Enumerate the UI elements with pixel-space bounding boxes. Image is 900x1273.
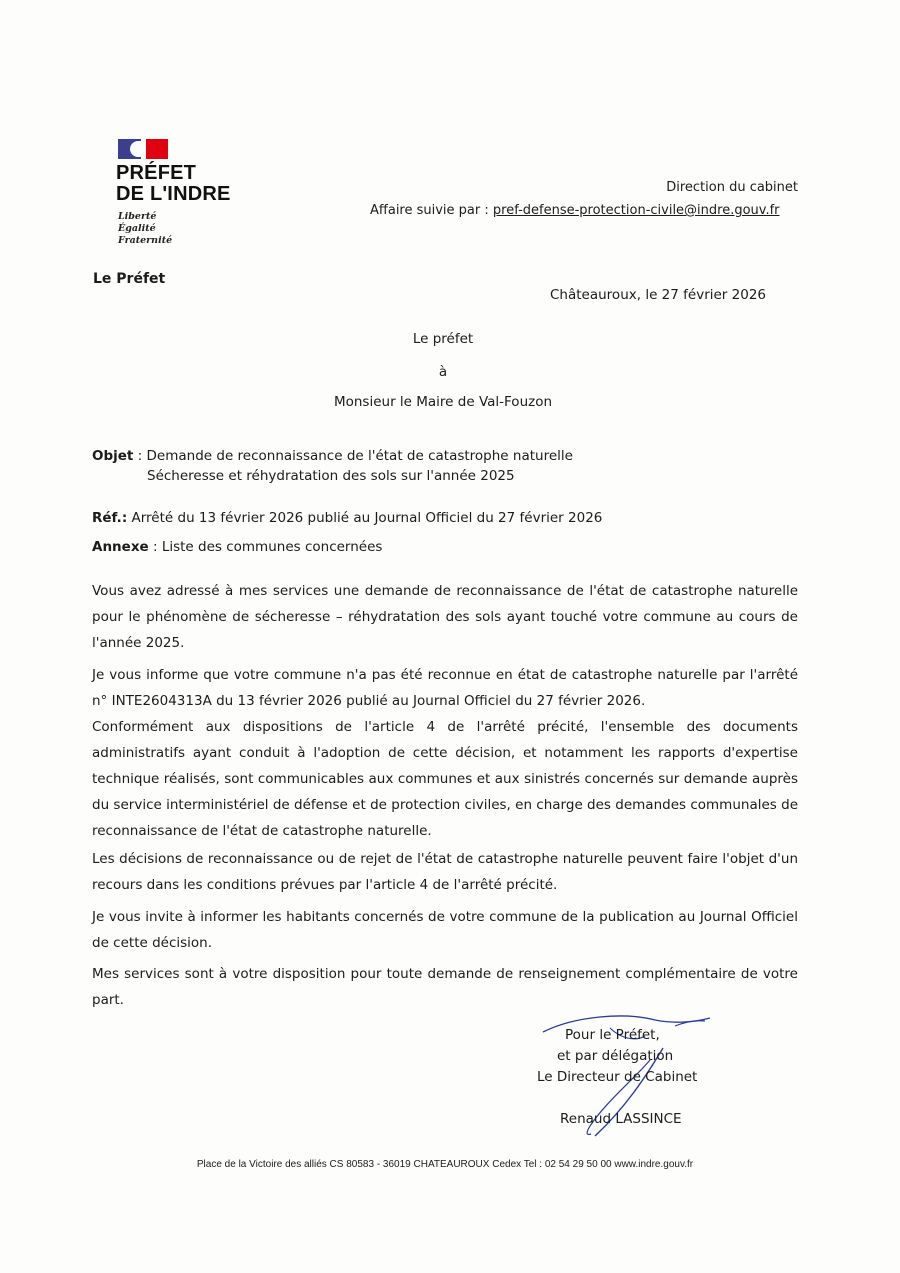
motto-egalite: Égalité <box>118 223 156 234</box>
body-paragraph-3: Conformément aux dispositions de l'article 4 de l'arrêté précité, l'ensemble des documents administratifs ayant conduit à l'adoption de cette décision, et notamment les rapports d'expertise technique réalisés, sont communicables aux communes et aux sinistrés concernés sur demande auprès du service interministériel de défense et de protection civiles, en charge des demandes communales de reconnaissance de l'état de catastrophe naturelle. <box>92 719 798 839</box>
body-paragraph-1: Vous avez adressé à mes services une demande de reconnaissance de l'état de catastrophe naturelle pour le phénomène de sécheresse – réhydratation des sols ayant touché votre commune au cours de l'année 2025. <box>92 583 798 651</box>
subject-label: Objet <box>92 448 134 464</box>
institution-line1: PRÉFET <box>116 162 197 184</box>
direction-label: Direction du cabinet <box>666 180 798 195</box>
from-label: Le préfet <box>412 331 474 347</box>
place-date: Châteauroux, le 27 février 2026 <box>550 287 766 303</box>
body-paragraph-4: Les décisions de reconnaissance ou de rejet de l'état de catastrophe naturelle peuvent faire l'objet d'un recours dans les conditions prévues par l'article 4 de l'arrêté précité. <box>92 851 798 893</box>
to-word: à <box>438 364 448 380</box>
signatory-name: Renaud LASSINCE <box>560 1111 682 1127</box>
affaire-label: Affaire suivie par : <box>370 203 493 218</box>
affaire-line <box>370 203 780 218</box>
institution-title <box>116 163 231 205</box>
signature-line2: et par délégation <box>557 1048 674 1064</box>
institution-line2: DE L'INDRE <box>116 183 231 205</box>
reference-line <box>92 510 602 526</box>
footer-address: Place de la Victoire des alliés CS 80583 - 36019 CHATEAUROUX Cedex Tel : 02 54 29 50 00 www.indre.gouv.fr <box>196 1159 694 1170</box>
motto-fraternite: Fraternité <box>118 235 173 246</box>
body-paragraph-5: Je vous invite à informer les habitants concernés de votre commune de la publication au Journal Officiel de cette décision. <box>92 909 798 951</box>
motto-liberte: Liberté <box>118 211 157 222</box>
signature-line3: Le Directeur de Cabinet <box>537 1069 698 1085</box>
recipient: Monsieur le Maire de Val-Fouzon <box>333 394 553 410</box>
subject-block <box>92 446 573 486</box>
marianne-logo-icon <box>118 139 168 159</box>
annexe-text: : Liste des communes concernées <box>148 539 383 555</box>
subject-line2: Sécheresse et réhydratation des sols sur l'année 2025 <box>147 468 515 484</box>
reference-label: Réf.: <box>92 510 128 526</box>
signature-line1: Pour le Préfet, <box>565 1027 660 1043</box>
subject-line1: : Demande de reconnaissance de l'état de catastrophe naturelle <box>133 448 573 464</box>
reference-text: Arrêté du 13 février 2026 publié au Journal Officiel du 27 février 2026 <box>127 510 603 526</box>
annexe-label: Annexe <box>92 539 149 555</box>
annexe-line <box>92 539 382 555</box>
motto <box>118 211 172 247</box>
body-paragraph-2: Je vous informe que votre commune n'a pas été reconnue en état de catastrophe naturelle par l'arrêté n° INTE2604313A du 13 février 2026 publié au Journal Officiel du 27 février 2026. <box>92 667 798 709</box>
sender-label: Le Préfet <box>93 271 166 287</box>
body-paragraph-6: Mes services sont à votre disposition pour toute demande de renseignement complémentaire de votre part. <box>92 966 798 1008</box>
contact-email-link[interactable]: pref-defense-protection-civile@indre.gouv.fr <box>492 203 780 218</box>
